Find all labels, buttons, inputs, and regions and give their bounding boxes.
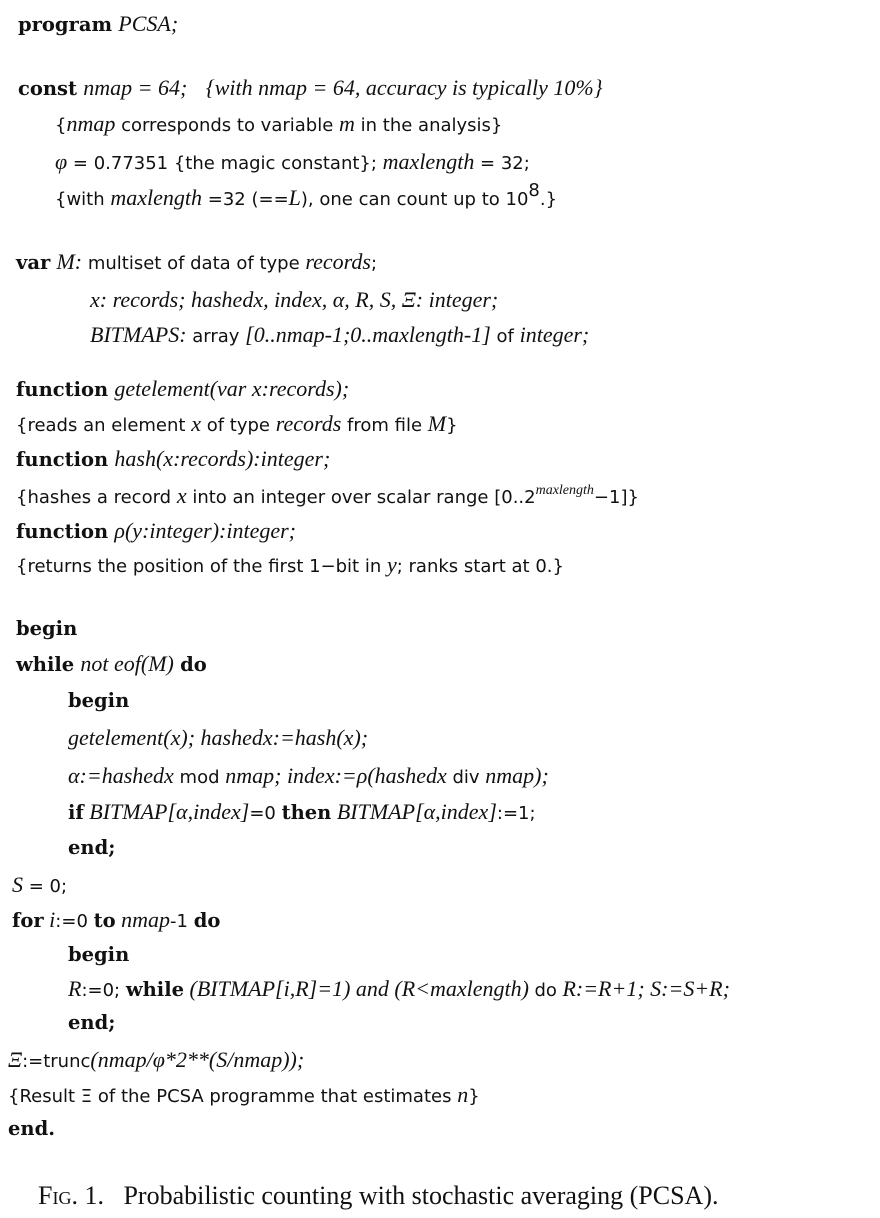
var-n: n [457,1082,469,1107]
while-end [68,836,115,860]
type-integer: integer; [519,322,590,347]
function-signature: ρ(y:integer):integer; [114,518,297,543]
figure-caption [38,1181,718,1211]
var-m: m [339,111,355,136]
caption-text: Probabilistic counting with stochastic averaging (PCSA). [123,1181,719,1210]
expr: = 0; [23,876,68,897]
keyword-function: function [16,448,109,471]
array-range: [0..nmap-1;0..maxlength-1] [245,322,491,347]
keyword-to: to [93,909,116,932]
comment-text: {returns the position of the first 1−bit in [16,556,387,577]
var-S: S [12,872,23,897]
result-comment [8,1083,480,1109]
expr: α:=hashedx [68,763,174,788]
phi-value: = 0.77351 {the magic constant}; [67,153,383,174]
comment-text: −1]} [593,487,639,508]
var-M: M: [56,249,83,274]
comment-text: {reads an element [16,415,192,436]
type-records: records [305,249,371,274]
while-condition: (BITMAP[i,R]=1) and (R<maxlength) [184,976,535,1001]
keyword-end: end; [68,836,116,859]
keyword-for: for [12,909,44,932]
comment-text: .} [539,189,558,210]
statement: getelement(x); hashedx:=hash(x); [68,725,369,750]
function-signature: getelement(var x:records); [114,376,350,401]
keyword-program: program [18,13,113,36]
var-declaration [16,250,377,276]
statement-alpha-index [68,764,549,790]
for-loop [12,908,220,934]
var-declaration-2 [90,288,498,313]
keyword-function: function [16,520,109,543]
function-rho-comment [16,553,564,579]
var-x: x [176,483,187,508]
var-xi: Ξ [8,1047,23,1072]
const-declaration [18,76,603,101]
keyword-while: while [16,653,75,676]
expr: :=0; [81,980,126,1001]
keyword-div: div [446,767,486,788]
keyword-mod: mod [173,767,226,788]
comment-text: in the analysis} [354,115,503,136]
semicolon: ; [371,253,378,274]
for-begin [68,943,129,967]
keyword-while: while [125,978,185,1001]
var-M: M [427,411,447,436]
brace: { [55,115,67,136]
figure-label: Fig. 1. [38,1181,104,1210]
keyword-function: function [16,378,109,401]
function-hash [16,447,330,472]
keyword-end: end. [8,1117,56,1140]
var-maxlength: maxlength [110,185,203,210]
expr: nmap); [485,763,549,788]
program-name: PCSA; [118,11,179,36]
keyword-then: then [281,801,332,824]
comment-text: into an integer over scalar range [0..2 [186,487,536,508]
var-nmap: nmap [115,907,171,932]
while-begin [68,689,129,713]
var-text: multiset of data of type [82,253,306,274]
comment-text: of type [200,415,276,436]
comment-text: ; ranks start at 0.} [396,556,564,577]
for-statement [68,977,730,1003]
var-L: L [288,185,301,210]
comment-text: from file [341,415,428,436]
expr: -1 [170,911,194,932]
var-y: y [386,552,397,577]
expr: =0 [249,803,282,824]
expr: nmap; index:=ρ(hashedx [225,763,447,788]
function-getelement [16,377,349,402]
var-bitmaps: BITMAPS: [90,322,187,347]
keyword-array: array [186,326,246,347]
comment-text: corresponds to variable [115,115,340,136]
var-declaration-bitmaps [90,323,589,349]
const-comment-maxlength [55,180,558,212]
while-condition: not eof(M) [80,651,174,676]
var-list: x: records; hashedx, index, α, R, S, Ξ: integer; [90,287,499,312]
var-maxlength: maxlength [382,149,475,174]
keyword-do: do [534,980,557,1001]
const-comment: {with nmap = 64, accuracy is typically 10%} [205,75,603,100]
keyword-const: const [18,77,78,100]
expr: :=trunc [22,1051,91,1072]
comment-text: {Result Ξ of the PCSA programme that estimates [8,1086,458,1107]
keyword-do: do [193,909,221,932]
exponent: 8 [528,180,540,201]
keyword-begin: begin [68,943,130,966]
keyword-begin: begin [68,689,130,712]
const-phi [55,150,530,176]
while-loop [16,652,207,677]
var-nmap: nmap [66,111,116,136]
maxlength-value: = 32; [474,153,530,174]
comment-text: {with [55,189,111,210]
keyword-of: of [490,326,520,347]
statement-getelement [68,726,368,751]
comment-text: ), one can count up to 10 [300,189,529,210]
keyword-end: end; [68,1011,116,1034]
expr: R:=R+1; S:=S+R; [556,976,730,1001]
function-signature: hash(x:records):integer; [114,446,331,471]
comment-text: } [446,415,458,436]
statement-if-bitmap [68,800,536,826]
expr: (nmap/φ*2**(S/nmap)); [90,1047,305,1072]
keyword-do: do [180,653,207,676]
var-i: i [43,907,56,932]
comment-text: {hashes a record [16,487,177,508]
program-header [18,12,178,37]
s-init [12,873,67,899]
expr: :=1; [496,803,536,824]
for-end [68,1011,115,1035]
result-assignment [8,1048,304,1074]
expr: BITMAP[α,index] [331,799,497,824]
function-rho [16,519,296,544]
const-comment-nmap [55,112,502,138]
keyword-if: if [68,801,84,824]
expr: :=0 [55,911,94,932]
const-nmap: nmap = 64; [83,75,188,100]
keyword-var: var [16,251,51,274]
type-records: records [275,411,342,436]
function-getelement-comment [16,412,458,438]
main-begin [16,617,77,641]
function-hash-comment [16,484,639,510]
comment-text: } [468,1086,480,1107]
expr: BITMAP[α,index] [83,799,250,824]
var-x: x [191,411,201,436]
comment-text: =32 (== [202,189,289,210]
keyword-begin: begin [16,617,78,640]
exponent: maxlength [535,483,594,498]
var-phi: φ [55,149,68,174]
var-R: R [68,976,82,1001]
program-end [8,1117,55,1141]
